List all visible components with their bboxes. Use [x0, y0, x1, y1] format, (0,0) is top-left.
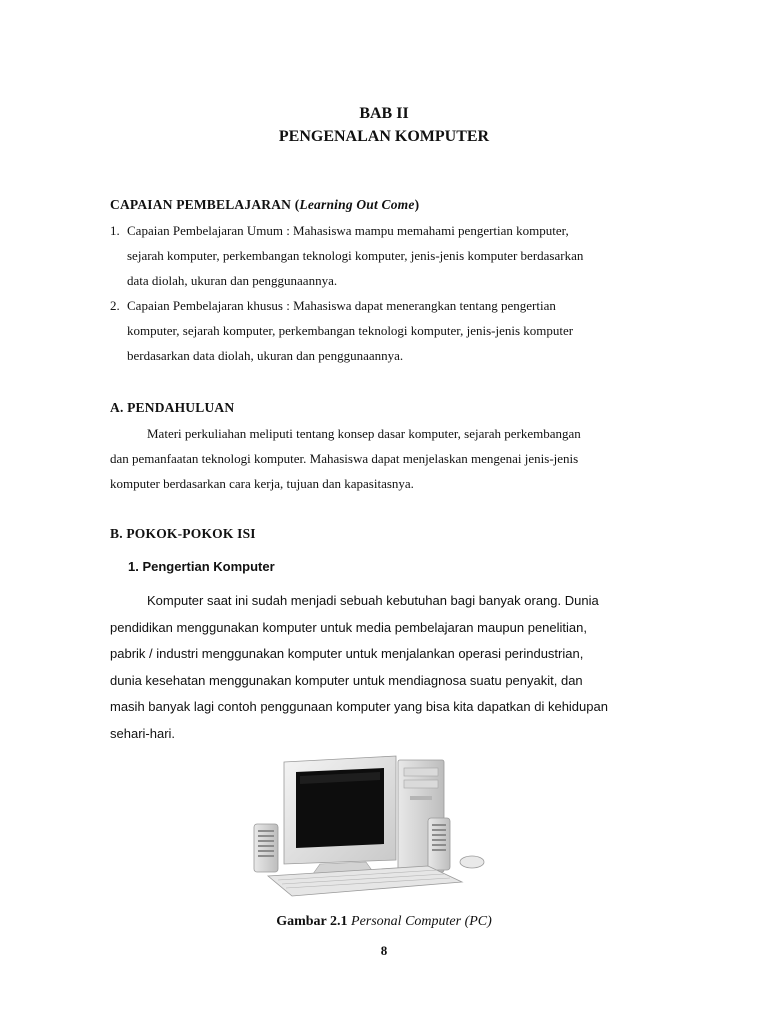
- section-b-paragraph: [110, 588, 670, 747]
- outcome-item-number: 2.: [110, 298, 120, 313]
- outcomes-heading: CAPAIAN PEMBELAJARAN (Learning Out Come): [110, 197, 420, 212]
- paragraph-line: masih banyak lagi contoh penggunaan komputer yang bisa kita dapatkan di kehidupan: [110, 699, 608, 714]
- paragraph-line: komputer berdasarkan cara kerja, tujuan dan kapasitasnya.: [110, 476, 414, 491]
- outcome-item-1: [110, 218, 680, 293]
- paragraph-line: Komputer saat ini sudah menjadi sebuah kebutuhan bagi banyak orang. Dunia: [147, 593, 599, 608]
- outcomes-heading-italic: Learning Out Come: [299, 197, 415, 212]
- personal-computer-image: [248, 752, 490, 900]
- outcome-line: Capaian Pembelajaran khusus : Mahasiswa dapat menerangkan tentang pengertian: [127, 298, 556, 313]
- section-a-paragraph: [110, 421, 670, 496]
- figure-caption-text: Personal Computer (PC): [351, 914, 492, 929]
- page-number: 8: [380, 943, 388, 958]
- subsection-heading: 1. Pengertian Komputer: [128, 559, 275, 574]
- paragraph-line: sehari-hari.: [110, 725, 176, 741]
- section-b-heading: B. POKOK-POKOK ISI: [110, 526, 256, 541]
- figure-label: Gambar 2.1: [276, 914, 348, 929]
- outcome-line: Capaian Pembelajaran Umum : Mahasiswa mampu memahami pengertian komputer,: [127, 223, 569, 238]
- paragraph-line: Materi perkuliahan meliputi tentang konsep dasar komputer, sejarah perkembangan: [147, 426, 581, 441]
- outcome-item-2: [110, 293, 680, 368]
- outcome-item-number: 1.: [110, 223, 120, 238]
- chapter-number: BAB II: [359, 105, 409, 122]
- outcome-line: sejarah komputer, perkembangan teknologi komputer, jenis-jenis komputer berdasarkan: [127, 248, 584, 263]
- paragraph-line: pabrik / industri menggunakan komputer untuk menjalankan operasi perindustrian,: [110, 646, 584, 661]
- paragraph-line: dan pemanfaatan teknologi komputer. Mahasiswa dapat menjelaskan mengenai jenis-jenis: [110, 451, 579, 466]
- section-a-heading: A. PENDAHULUAN: [110, 400, 235, 415]
- figure-caption: [0, 914, 768, 930]
- chapter-title: PENGENALAN KOMPUTER: [278, 128, 490, 145]
- outcome-line: berdasarkan data diolah, ukuran dan penggunaannya.: [127, 348, 404, 363]
- paragraph-line: pendidikan menggunakan komputer untuk media pembelajaran maupun penelitian,: [110, 619, 587, 635]
- outcome-line: data diolah, ukuran dan penggunaannya.: [127, 273, 338, 288]
- paragraph-line: dunia kesehatan menggunakan komputer untuk mendiagnosa suatu penyakit, dan: [110, 672, 583, 688]
- outcome-line: komputer, sejarah komputer, perkembangan teknologi komputer, jenis-jenis komputer: [127, 323, 574, 338]
